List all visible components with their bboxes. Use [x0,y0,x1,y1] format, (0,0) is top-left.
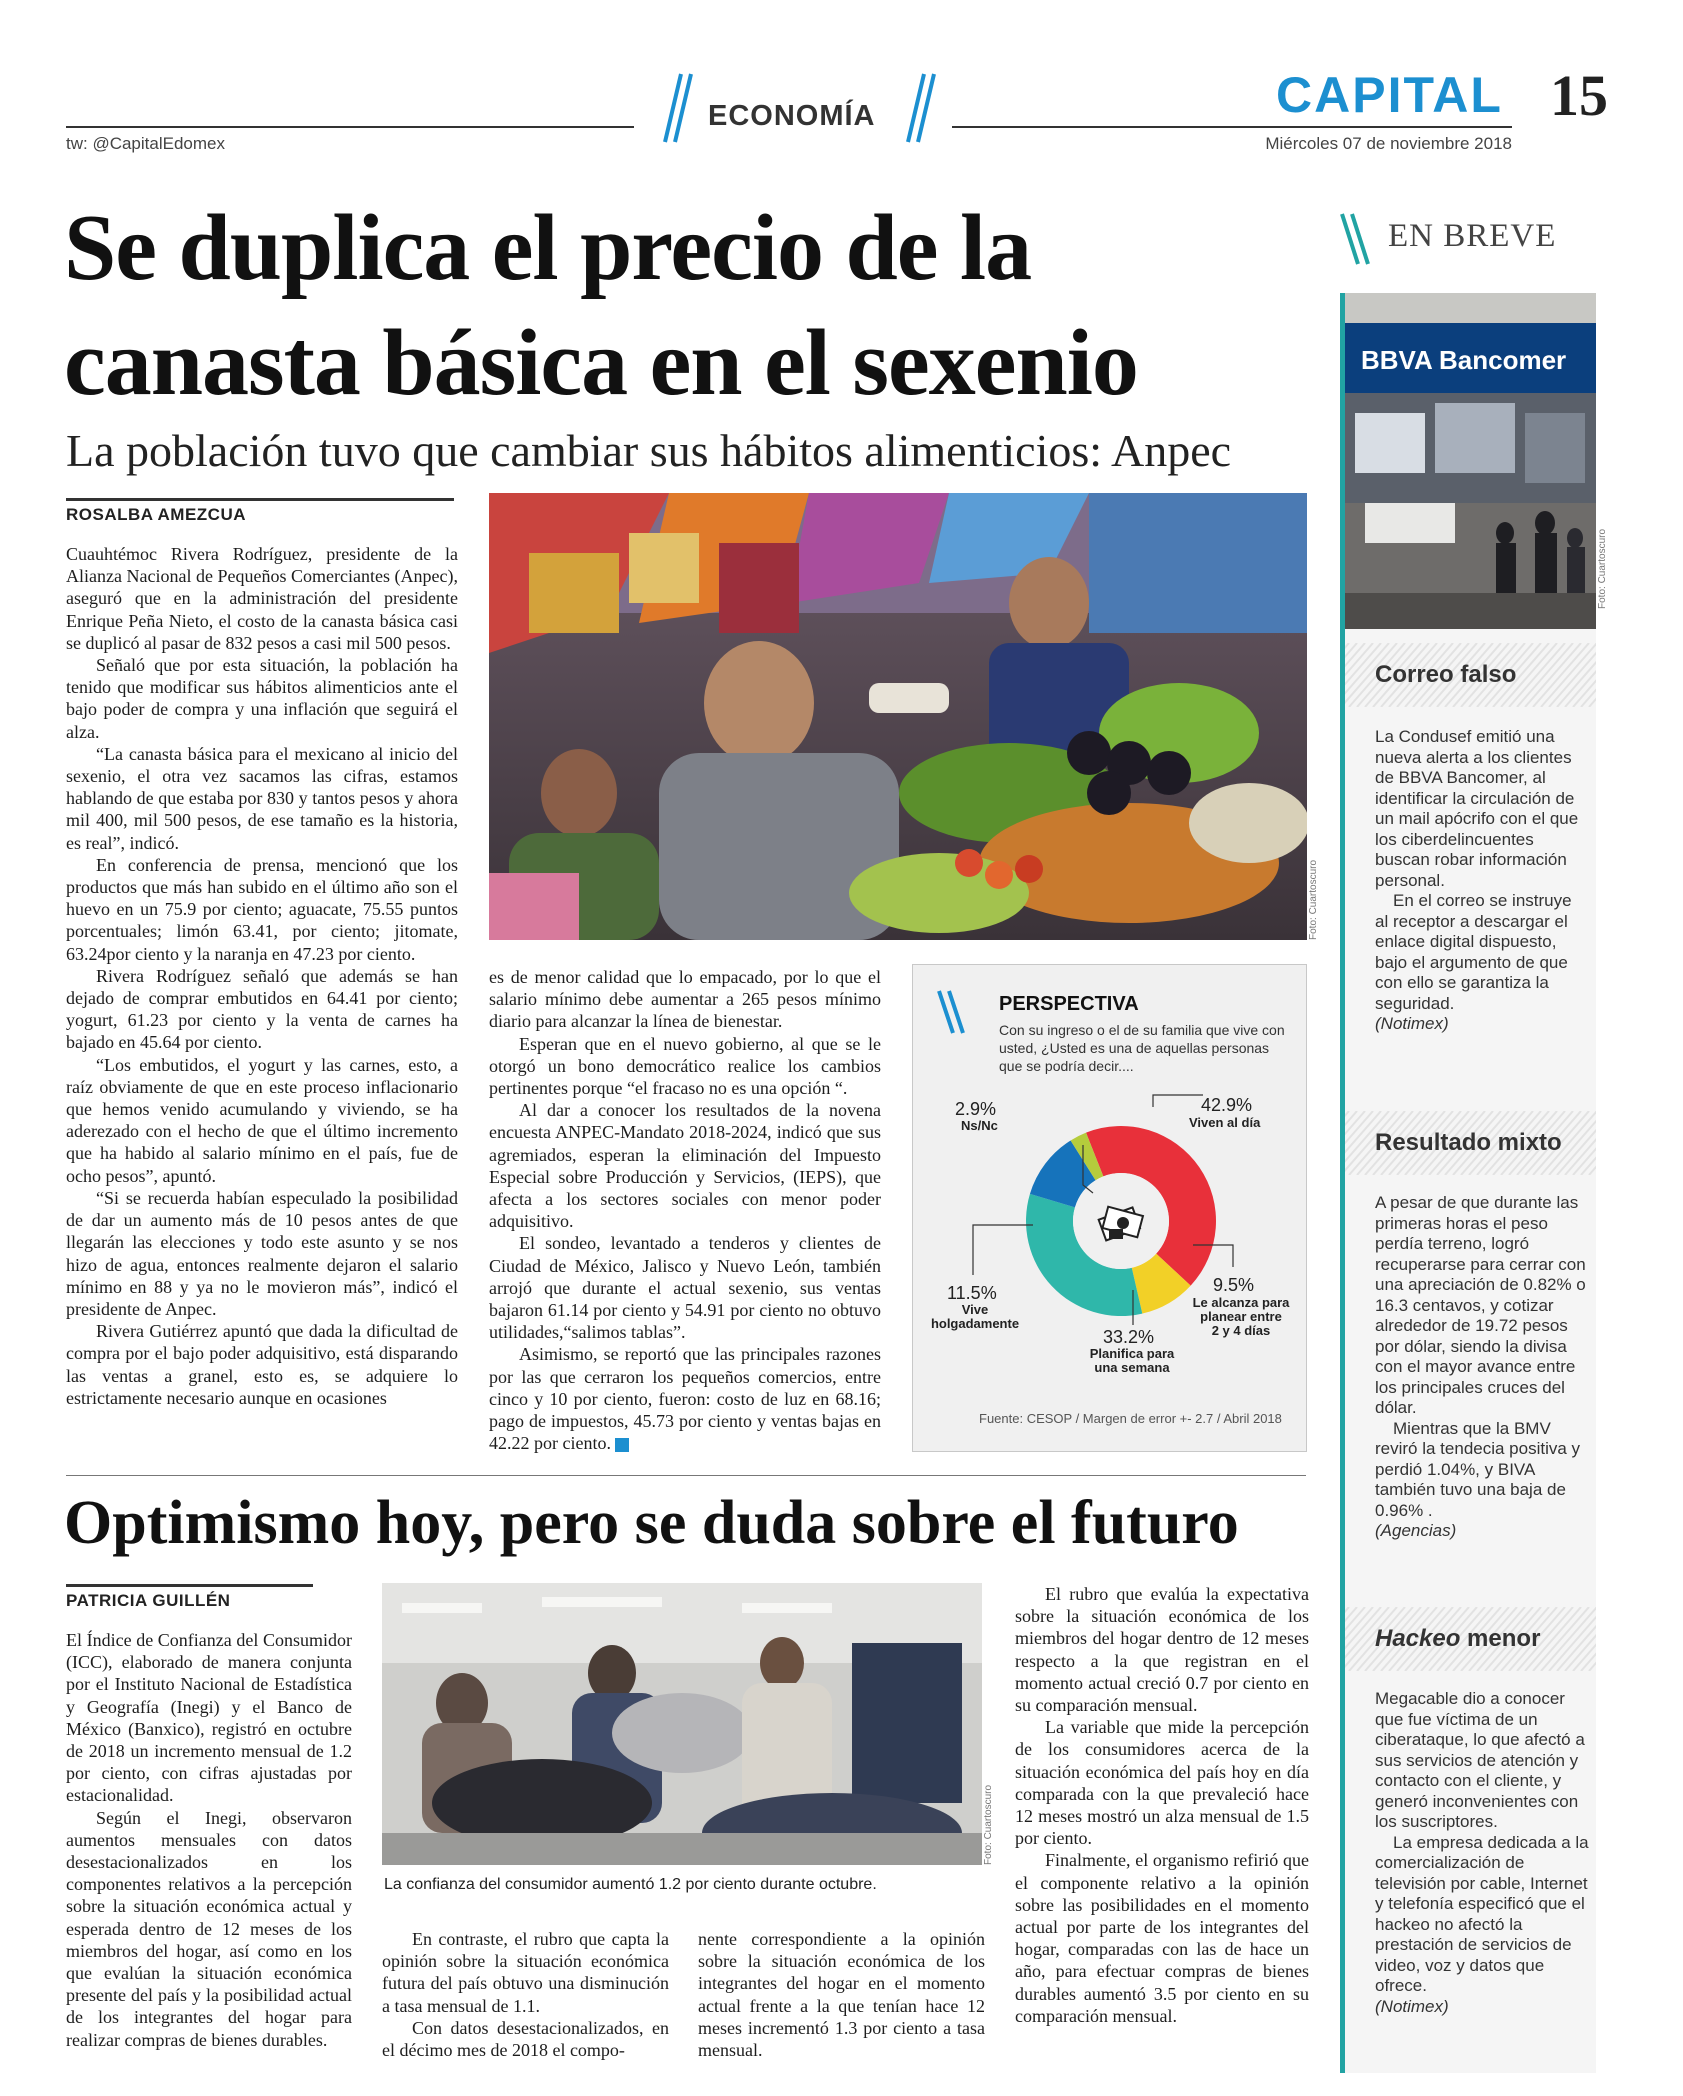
hatch-line [1345,643,1357,707]
story2-headline: Optimismo hoy, pero se duda sobre el futuro [64,1489,1239,1557]
paragraph: “Los embutidos, el yogurt y las carnes, esto, a raíz obviamente de que en este proceso inflacionario que hemos venido acumulando y viviendo, se ha aderezado con el hecho de que el último incremento que ha habido al salario mínimo en el país, fue de ocho pesos”, apuntó. [66,1054,458,1186]
label-line: 2 y 4 días [1211,1323,1271,1338]
story1-column-2 [489,966,881,1454]
photo-credit: Foto: Cuartoscuro [1308,859,1319,940]
subheadline: La población tuvo que cambiar sus hábitos alimenticios: Anpec [66,425,1232,476]
paragraph: Señaló que por esta situación, la población ha tenido que modificar sus hábitos alimenticios ante el bajo poder de compra y una inflación que seguirá el alza. [66,655,458,742]
label-holgadamente [925,1303,1025,1331]
hatch-line [1345,1607,1357,1671]
label-line: Vive [961,1302,989,1317]
label-line: holgadamente [930,1316,1020,1331]
brief-title-rest: menor [1460,1625,1541,1652]
label-viven-al-dia: Viven al día [1189,1115,1261,1130]
leader-line [1153,1095,1203,1107]
paragraph: En conferencia de prensa, mencionó que los productos que más han subido en el último año son el huevo en un 75.9 por ciento; aguacate, 75.55 puntos porcentuales; limón 63.41, por ciento; jitomate, 63.24por ciento y la naranja en 47.23 por ciento. [66,854,458,964]
paragraph [489,1343,881,1454]
brief-body-correo-falso [1375,727,1589,1035]
paragraph-text: Asimismo, se reportó que las principales razones por las que cerraron los pequeños comercios, entre cinco y 10 por ciento, fueron: costo de luz en 68.16; pago de impuestos, 45.73 por ciento y ventas bajas en 42.22 por ciento. [489,1344,881,1454]
brief-title-italic: Hackeo [1375,1625,1461,1652]
label-semana [1073,1347,1191,1375]
paragraph: Megacable dio a conocer que fue víctima de un ciberataque, lo que afectó a sus servicios de atención y contacto con el cliente, y generó inconvenientes con los suscriptores. [1375,1689,1585,1831]
story2-column-2 [382,1928,669,2061]
story1-column-1 [66,543,458,1409]
paragraph: Finalmente, el organismo refirió que el componente relativo a la opinión sobre las posibilidades en el momento actual por parte de los integrantes del hogar, comparadas con las de hace un año, para efectuar compras de bienes durables aumentó 3.5 por ciento en su comparación mensual. [1015,1850,1309,2026]
paragraph: La empresa dedicada a la comercialización de televisión por cable, Internet y telefonía especificó que el hackeo no afectó la prestación de servicios de video, voz y datos que ofrece. [1375,1832,1589,1995]
paragraph: “La canasta básica para el mexicano al inicio del sexenio, el otra vez sacamos las cifras, estamos hablando de que estaba por 830 y tantos pesos y ahora mil 400, mil 500 pesos, de ese tamaño es la historia, es real”, indicó. [66,743,458,853]
infographic-title: PERSPECTIVA [999,993,1139,1015]
hatch-line [1345,1111,1357,1175]
label-pct-holgadamente: 11.5% [947,1283,997,1303]
paragraph: La variable que mide la percepción de los consumidores acerca de la situación económica del país hoy en día comparada con la que prevaleció hace 12 meses mostró un alza mensual de 1.5 por ciento. [1015,1717,1309,1849]
paragraph: El sondeo, levantado a tenderos y clientes de Ciudad de México, Jalisco y Nuevo León, también arrojó que durante el actual sexenio, sus ventas bajaron 61.14 por ciento y 54.91 por ciento no obtuvo utilidades,“salimos tablas”. [489,1233,881,1343]
infographic-question: Con su ingreso o el de su familia que vive con usted, ¿Usted es una de aquellas personas que se podría decir.... [999,1022,1285,1074]
section-slash-icon-left [655,70,695,146]
paragraph: Esperan que en el nuevo gobierno, al que se le otorgó un bono democrático realice los cambios pertinentes porque “el fracaso no es una opción “. [489,1033,881,1099]
brand-logo: CAPITAL [1276,67,1503,123]
paragraph: En contraste, el rubro que capta la opinión sobre la situación económica futura del país obtuvo una disminución a tasa mensual de 1.1. [382,1929,669,2016]
label-pct-viven-al-dia: 42.9% [1201,1095,1253,1115]
header-rule-right [952,126,1512,128]
section-slash-icon-right [898,70,938,146]
paragraph: Mientras que la BMV reviró la tendecia positiva y perdió 1.04%, y BIVA también tuvo una baja de 0.96% . [1375,1418,1581,1520]
paragraph: Cuauhtémoc Rivera Rodríguez, presidente de la Alianza Nacional de Pequeños Comerciantes (Anpec), aseguró que en la administración del presidente Enrique Peña Nieto, el costo de la canasta básica casi se duplicó al pasar de 832 pesos a casi mil 500 pesos. [66,544,458,653]
paragraph: El Índice de Confianza del Consumidor (ICC), elaborado de manera conjunta por el Instituto Nacional de Estadística y Geografía (Inegi) y el Banco de México (Banxico), registró en octubre de 2018 un incremento mensual de 1.2 por ciento, con cifras ajustadas por estacionalidad. [66,1630,352,1806]
paragraph: La Condusef emitió una nueva alerta a los clientes de BBVA Bancomer, al identificar la circulación de un mail apócrifo con el que los ciberdelincuentes buscan robar información personal. [1375,727,1579,890]
paragraph: En el correo se instruye al receptor a descargar el enlace digital dispuesto, bajo el argumento de que con ello se garantiza la seguridad. [1375,891,1572,1013]
bank-sign: BBVA Bancomer [1361,345,1567,375]
paragraph: es de menor calidad que lo empacado, por lo que el salario mínimo debe aumentar a 265 pesos mínimo diario para alcanzar la línea de bienestar. [489,967,881,1032]
story2-column-3 [698,1928,985,2061]
photo-credit: Foto: Cuartoscuro [983,1784,994,1865]
story2-column-4 [1015,1583,1309,2027]
paragraph: El rubro que evalúa la expectativa sobre la situación económica de los miembros del hogar dentro de 12 meses respecto a la que registran en el momento actual creció 0.7 por ciento en su comparación mensual. [1015,1584,1309,1716]
paragraph: nente correspondiente a la opinión sobre la situación económica de los integrantes del hogar en el momento actual frente a la que tenían hace 12 meses incrementó 1.3 por ciento a tasa mensual. [698,1929,985,2061]
en-breve-sidebar [1340,293,1608,2073]
issue-date: Miércoles 07 de noviembre 2018 [1265,134,1512,153]
paragraph: Al dar a conocer los resultados de la novena encuesta ANPEC-Mandato 2018-2024, indicó que sus agremiados, esperan la eliminación del Impuesto Especial sobre Producción y Servicios, (IEPS), que afecta a los sectores sociales con menor poder adquisitivo. [489,1100,881,1232]
twitter-handle: tw: @CapitalEdomex [66,134,225,153]
store-photo [382,1583,982,1865]
brief-title-hackeo-menor [1375,1625,1540,1653]
page-number: 15 [1550,63,1608,128]
brief-title-resultado-mixto: Resultado mixto [1375,1129,1562,1156]
headline-line-1: Se duplica el precio de la [64,196,1032,300]
label-pct-nsnc: 2.9% [955,1099,997,1119]
paragraph: Con datos desestacionalizados, en el décimo mes de 2018 el compo- [382,2017,669,2061]
paragraph: A pesar de que durante las primeras horas el peso perdía terreno, logró recuperarse para cerrar con una apreciación de 0.82% o 16.3 centavos, y cotizar alrededor de 19.72 pesos por dólar, siendo la divisa con el mayor avance entre los principales cruces del dólar. [1375,1193,1586,1417]
label-line: planear entre [1200,1309,1282,1324]
byline: ROSALBA AMEZCUA [66,498,454,525]
story-divider [66,1475,1306,1476]
en-breve-heading: EN BREVE [1388,218,1557,254]
label-nsnc: Ns/Nc [961,1118,998,1133]
paragraph: Según el Inegi, observaron aumentos mensuales con datos desestacionalizados en los componentes relativos a la percepción sobre la situación económica actual y esperada dentro de 12 meses de los miembros del hogar, así como en los que evalúan la situación económica presente del país y la posibilidad actual de los integrantes del hogar para realizar compras de bienes durables. [66,1807,352,2050]
paragraph: Rivera Rodríguez señaló que además se han dejado de comprar embutidos en 64.41 por ciento; yogurt, 61.23 por ciento y la venta de carnes ha bajado en 45.64 por ciento. [66,965,458,1053]
donut-chart [913,965,1308,1453]
label-pct-planear: 9.5% [1213,1275,1255,1295]
brief-source: (Agencias) [1375,1521,1457,1540]
brief-source: (Notimex) [1375,1996,1449,2016]
en-breve-slash-icon [1336,210,1376,270]
paragraph: Rivera Gutiérrez apuntó que dada la dificultad de compra por el bajo poder adquisitivo, está disparando las ventas a granel, esto es, se adquiere lo estrictamente necesario aunque en ocasiones [66,1321,458,1408]
paragraph: “Si se recuerda habían especulado la posibilidad de dar un aumento más de 10 pesos antes de que llegarán las elecciones y todo este asunto y se nos hizo de agua, entonces realmente dejaron el salario mínimo en 88 y ya no le movieron más”, indicó el presidente de Anpec. [66,1187,458,1319]
label-line: Le alcanza para [1192,1295,1290,1310]
infographic-source: Fuente: CESOP / Margen de error +- 2.7 / Abril 2018 [979,1411,1282,1426]
bank-photo [1345,293,1596,629]
brief-source: (Notimex) [1375,1014,1449,1033]
photo-caption: La confianza del consumidor aumentó 1.2 por ciento durante octubre. [384,1876,877,1893]
headline-line-2: canasta básica en el sexenio [64,311,1138,415]
story2-column-1 [66,1629,352,2051]
header-rule-left [66,126,634,128]
brief-title-correo-falso: Correo falso [1375,661,1517,688]
label-pct-semana: 33.2% [1103,1327,1155,1347]
market-photo [489,493,1307,940]
photo-credit: Foto: Cuartoscuro [1597,528,1608,609]
label-planear [1183,1296,1299,1338]
leader-line [973,1225,1033,1275]
label-line: Planifica para [1089,1346,1175,1361]
label-line: una semana [1094,1360,1170,1375]
end-mark-icon: C [615,1438,629,1452]
brief-body-resultado-mixto [1375,1193,1589,1542]
story2-byline: PATRICIA GUILLÉN [66,1584,313,1611]
infographic-box [912,964,1307,1452]
section-label: ECONOMÍA [708,100,876,132]
brief-body-hackeo-menor [1375,1689,1589,2017]
